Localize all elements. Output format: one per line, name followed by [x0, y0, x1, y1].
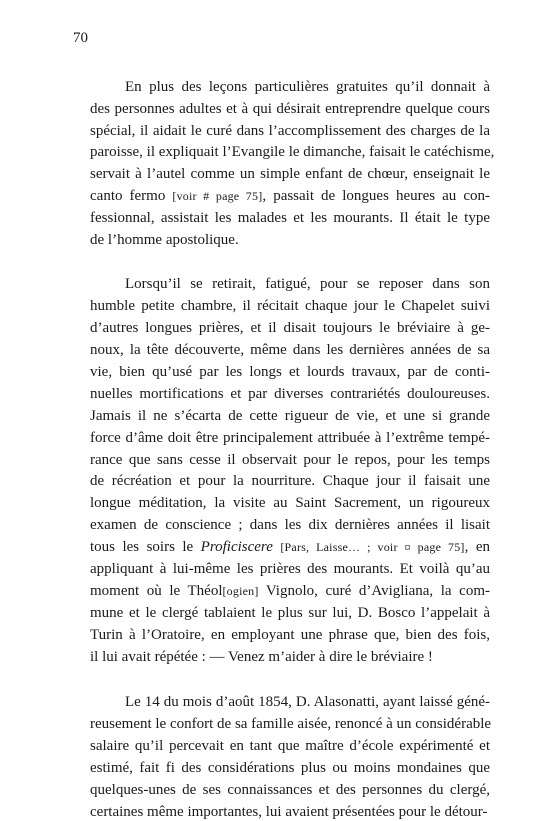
text-segment: spécial, il aidait le curé dans l’accomplissement des charges de la [90, 123, 490, 139]
text-segment: de l’homme apostolique. [90, 232, 239, 248]
text-segment: noux, la tête découverte, même dans les dernières années de sa [90, 342, 490, 358]
text-segment: force d’âme doit être principalement attribuée à l’extrême tempé- [90, 430, 490, 446]
text-segment: appliquant à lui-même les prières des mourants. Et voilà qu’au [90, 561, 490, 577]
text-line [90, 319, 490, 337]
text-line [90, 363, 490, 381]
text-line [90, 494, 490, 512]
text-segment: vie, bien qu’usé par les longs et lourds travaux, par de conti- [90, 364, 490, 380]
text-segment: Turin à l’Oratoire, en employant une phrase que, bien des fois, [90, 627, 490, 643]
text-line [90, 143, 495, 161]
text-line [90, 516, 490, 534]
text-segment: estimé, fait fi des considérations plus ou moins mondaines que [90, 760, 490, 776]
text-line [90, 451, 490, 469]
text-segment: Lorsqu’il se retirait, fatigué, pour se reposer dans son [125, 276, 490, 292]
text-line [90, 100, 490, 118]
text-line [90, 781, 490, 799]
editorial-note: [Pars, Laisse… ; voir ¤ page 75] [280, 540, 465, 554]
editorial-note: [ogien] [222, 584, 259, 598]
text-line [90, 429, 490, 447]
text-segment: moment où le Théol [90, 583, 223, 599]
text-segment: Jamais il ne s’écarta de cette rigueur de vie, et une si grande [90, 408, 490, 424]
text-line [90, 626, 490, 644]
text-segment: En plus des leçons particulières gratuites qu’il donnait à [125, 79, 490, 95]
text-segment: servait à l’autel comme un simple enfant de chœur, enseignait le [90, 166, 490, 182]
text-segment: il lui avait répétée : — Venez m’aider à dire le bréviaire ! [90, 649, 433, 665]
text-line [90, 538, 490, 556]
text-line [90, 341, 490, 359]
editorial-note: [voir # page 75] [172, 189, 263, 203]
text-segment: humble petite chambre, il récitait chaque jour le Chapelet suivi [90, 298, 490, 314]
text-segment: Vignolo, curé d’Avigliana, la com- [258, 583, 490, 599]
text-line [90, 715, 490, 733]
text-line [90, 231, 490, 249]
text-line [90, 803, 490, 821]
text-segment: des personnes adultes et à qui désirait entreprendre quelque cours [90, 101, 490, 117]
text-line [90, 472, 490, 490]
text-segment: rance que sans cesse il observait pour le repos, pour les temps [90, 452, 490, 468]
text-line [90, 759, 490, 777]
text-segment: de récréation et pour la nourriture. Chaque jour il faisait une [90, 473, 490, 489]
text-line [90, 737, 490, 755]
text-line [125, 78, 490, 96]
text-line [90, 209, 490, 227]
text-segment: longue méditation, la visite au Saint Sacrement, un rigoureux [90, 495, 490, 511]
text-segment: reusement le confort de sa famille aisée, renoncé à un considérable [90, 716, 492, 732]
text-segment: certaines même importantes, lui avaient présentées pour le détour- [90, 804, 488, 820]
text-segment: quelques-unes de ses connaissances et des personnes du clergé, [90, 782, 490, 798]
text-segment: paroisse, il expliquait l’Evangile le dimanche, faisait le catéchisme, [90, 144, 495, 160]
text-segment: salaire qu’il percevait en tant que maître d’école expérimenté et [90, 738, 490, 754]
text-segment: fessionnal, assistait les malades et les mourants. Il était le type [90, 210, 490, 226]
text-line [125, 693, 490, 711]
text-line [90, 297, 490, 315]
text-segment: nuelles mortifications et par diverses contrariétés douloureuses. [90, 386, 490, 402]
text-segment: tous les soirs le [90, 539, 201, 555]
text-line [90, 582, 490, 600]
text-segment: Le 14 du mois d’août 1854, D. Alasonatti, ayant laissé géné- [125, 694, 490, 710]
italic-term: Proficiscere [200, 539, 273, 555]
text-line [90, 604, 490, 622]
text-line [90, 165, 490, 183]
text-line [90, 560, 490, 578]
text-segment: , passait de longues heures au con- [262, 188, 490, 204]
text-line [90, 122, 490, 140]
page-number: 70 [73, 30, 88, 46]
text-segment: d’autres longues prières, et il disait toujours le bréviaire à ge- [90, 320, 490, 336]
text-line [90, 187, 490, 205]
text-line [90, 407, 490, 425]
text-segment: , en [464, 539, 490, 555]
text-line [125, 275, 490, 293]
text-segment: mune et le clergé tablaient le plus sur lui, D. Bosco l’appelait à [90, 605, 490, 621]
text-segment: canto fermo [90, 188, 173, 204]
text-line [90, 385, 490, 403]
text-segment: examen de conscience ; dans les dix dernières années il lisait [90, 517, 490, 533]
text-line [90, 648, 490, 666]
